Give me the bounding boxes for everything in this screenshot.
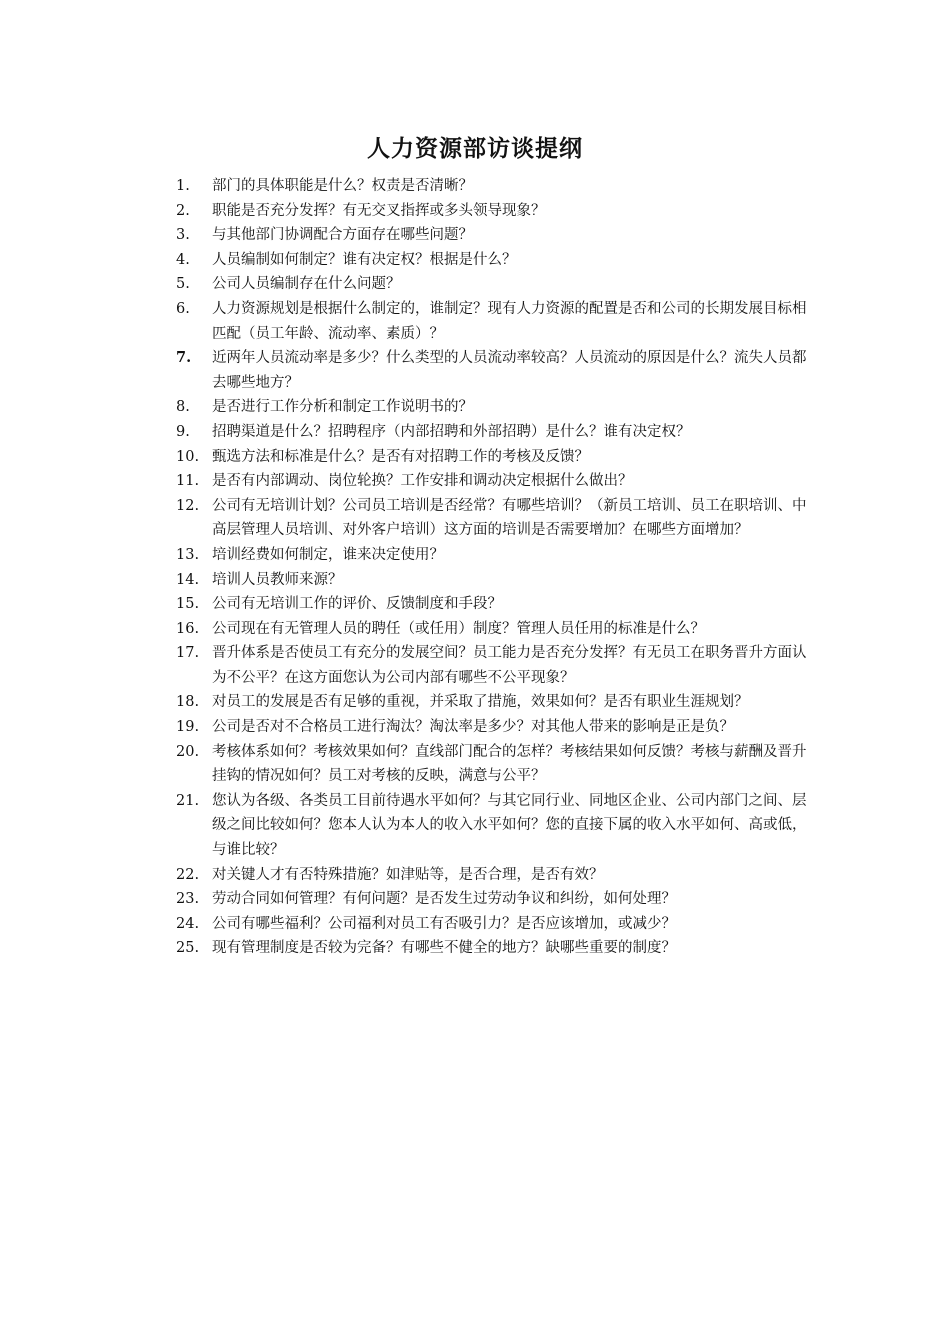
item-number: 20. (176, 743, 200, 760)
list-item (176, 346, 816, 395)
item-number: 7. (176, 349, 192, 367)
item-text: 您认为各级、各类员工目前待遇水平如何？与其它同行业、同地区企业、公司内部门之间、层级之间比较如何？您本人认为本人的收入水平如何？您的直接下属的收入水平如何、高或低，与谁比较？ (212, 792, 807, 859)
item-number: 24. (176, 915, 200, 932)
item-number: 12. (176, 497, 200, 514)
list-item (176, 248, 816, 273)
item-text: 职能是否充分发挥？有无交叉指挥或多头领导现象？ (212, 202, 546, 219)
list-item (176, 199, 816, 224)
list-item (176, 740, 816, 789)
item-number: 14. (176, 571, 200, 588)
item-number: 19. (176, 719, 200, 736)
item-text: 公司现在有无管理人员的聘任（或任用）制度？管理人员任用的标准是什么？ (212, 620, 705, 637)
list-item (176, 912, 816, 937)
item-text: 近两年人员流动率是多少？什么类型的人员流动率较高？人员流动的原因是什么？流失人员都去哪些地方？ (212, 350, 807, 391)
item-number: 10. (176, 448, 200, 465)
item-text: 对关键人才有否特殊措施？如津贴等，是否合理，是否有效？ (212, 866, 604, 883)
list-item (176, 445, 816, 470)
list-item (176, 592, 816, 617)
item-text: 是否进行工作分析和制定工作说明书的？ (212, 399, 473, 416)
list-item (176, 641, 816, 690)
item-text: 晋升体系是否使员工有充分的发展空间？员工能力是否充分发挥？有无员工在职务晋升方面认为不公平？在这方面您认为公司内部有哪些不公平现象？ (212, 645, 807, 686)
item-text: 现有管理制度是否较为完备？有哪些不健全的地方？缺哪些重要的制度？ (212, 940, 676, 957)
item-text: 培训经费如何制定，谁来决定使用？ (212, 546, 444, 563)
item-number: 25. (176, 940, 200, 957)
question-list (176, 174, 816, 961)
item-text: 对员工的发展是否有足够的重视，并采取了措施，效果如何？是否有职业生涯规划？ (212, 694, 749, 711)
list-item (176, 936, 816, 961)
item-text: 人力资源规划是根据什么制定的，谁制定？现有人力资源的配置是否和公司的长期发展目标相匹配（员工年龄、流动率、素质）？ (212, 300, 807, 342)
item-number: 4. (176, 251, 190, 268)
list-item (176, 395, 816, 420)
list-item (176, 690, 816, 715)
item-text: 招聘渠道是什么？招聘程序（内部招聘和外部招聘）是什么？谁有决定权？ (212, 423, 691, 440)
list-item (176, 297, 816, 346)
list-item (176, 543, 816, 568)
list-item (176, 715, 816, 740)
item-text: 劳动合同如何管理？有何问题？是否发生过劳动争议和纠纷，如何处理？ (212, 891, 676, 908)
document-title: 人力资源部访谈提纲 (367, 136, 583, 162)
item-text: 公司人员编制存在什么问题？ (212, 276, 401, 293)
item-number: 16. (176, 620, 200, 637)
item-number: 18. (176, 694, 200, 711)
item-text: 考核体系如何？考核效果如何？直线部门配合的怎样？考核结果如何反馈？考核与薪酬及晋升挂钩的情况如何？员工对考核的反映，满意与公平？ (212, 743, 807, 785)
item-text: 是否有内部调动、岗位轮换？工作安排和调动决定根据什么做出？ (212, 473, 633, 490)
item-number: 1. (176, 178, 190, 194)
item-number: 6. (176, 300, 190, 317)
list-item (176, 887, 816, 912)
list-item (176, 863, 816, 888)
item-number: 15. (176, 596, 200, 613)
item-text: 公司是否对不合格员工进行淘汰？淘汰率是多少？对其他人带来的影响是正是负？ (212, 719, 734, 736)
item-number: 5. (176, 276, 190, 293)
list-item (176, 223, 816, 248)
item-text: 部门的具体职能是什么？权责是否清晰？ (212, 178, 473, 194)
list-item (176, 469, 816, 494)
list-item (176, 494, 816, 543)
item-text: 培训人员教师来源？ (212, 571, 343, 588)
item-number: 22. (176, 866, 200, 883)
list-item (176, 568, 816, 593)
item-number: 8. (176, 399, 190, 416)
item-number: 21. (176, 792, 200, 809)
item-number: 2. (176, 202, 190, 219)
list-item (176, 617, 816, 642)
item-text: 公司有无培训工作的评价、反馈制度和手段？ (212, 596, 502, 613)
item-number: 3. (176, 227, 190, 244)
item-text: 与其他部门协调配合方面存在哪些问题？ (212, 227, 473, 244)
item-number: 17. (176, 645, 200, 662)
item-number: 23. (176, 891, 200, 908)
item-number: 11. (176, 473, 200, 490)
list-item (176, 174, 816, 199)
list-item (176, 272, 816, 297)
item-text: 公司有哪些福利？公司福利对员工有否吸引力？是否应该增加，或减少？ (212, 915, 676, 932)
item-number: 9. (176, 423, 190, 440)
item-text: 人员编制如何制定？谁有决定权？根据是什么？ (212, 251, 517, 268)
item-text: 甄选方法和标准是什么？是否有对招聘工作的考核及反馈？ (212, 448, 589, 465)
list-item (176, 789, 816, 863)
item-text: 公司有无培训计划？公司员工培训是否经常？有哪些培训？（新员工培训、员工在职培训、中高层管理人员培训、对外客户培训）这方面的培训是否需要增加？在哪些方面增加？ (212, 497, 807, 539)
list-item (176, 420, 816, 445)
item-number: 13. (176, 546, 200, 563)
